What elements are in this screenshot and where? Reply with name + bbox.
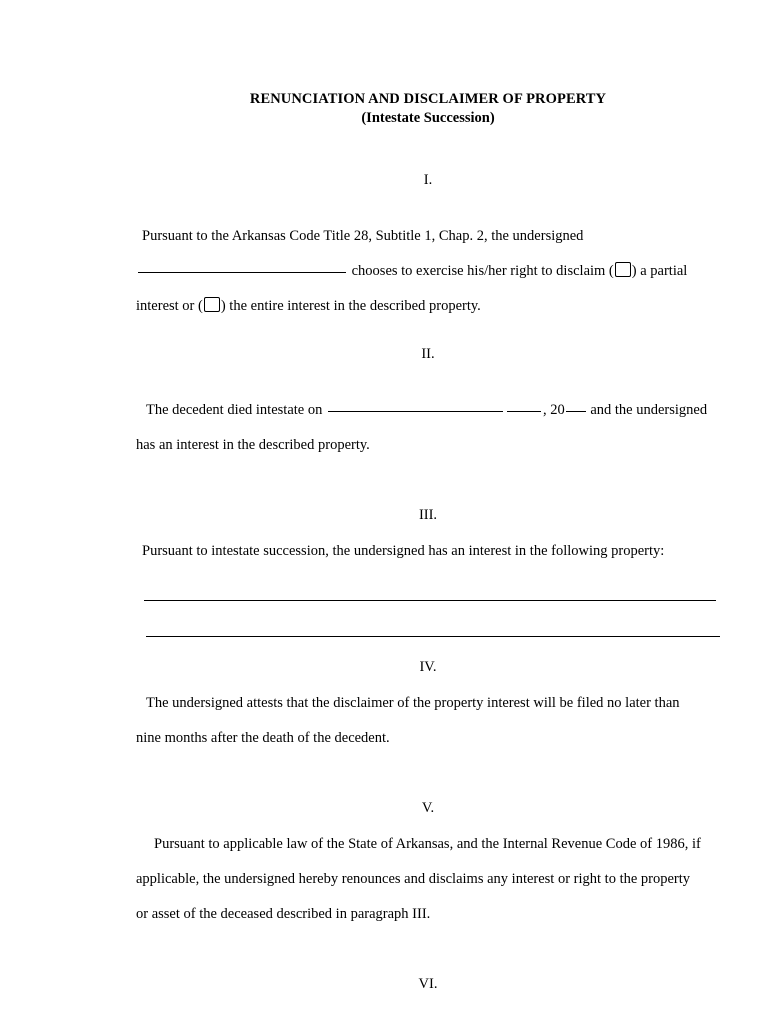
section-two-text-b: , 20 <box>542 401 565 418</box>
partial-interest-checkbox[interactable] <box>615 262 631 277</box>
section-five-text-b: applicable, the undersigned hereby renounces and disclaims any interest or right to the property <box>136 870 691 887</box>
spacer <box>136 363 720 393</box>
section-numeral-six: VI. <box>418 975 438 992</box>
spacer <box>136 524 720 534</box>
section-two-text-d: has an interest in the described property. <box>136 436 370 453</box>
spacer <box>136 189 720 219</box>
section-five-text-c: or asset of the deceased described in paragraph III. <box>136 905 431 922</box>
section-one-text-b: chooses to exercise his/her right to disclaim ( <box>348 262 614 279</box>
death-year-blank[interactable] <box>566 410 586 412</box>
spacer <box>136 637 720 659</box>
spacer <box>136 932 720 976</box>
section-one-paragraph <box>136 219 720 324</box>
spacer <box>136 463 720 507</box>
property-description-line-1[interactable] <box>144 599 716 601</box>
section-two-text-a: The decedent died intestate on <box>146 401 326 418</box>
section-one-text-a: Pursuant to the Arkansas Code Title 28, Subtitle 1, Chap. 2, the undersigned <box>142 227 584 244</box>
section-three-text-a: Pursuant to intestate succession, the undersigned has an interest in the following property: <box>142 542 665 559</box>
section-four-text-a: The undersigned attests that the disclaimer of the property interest will be filed no later than <box>146 694 680 711</box>
section-numeral-three: III. <box>418 506 438 523</box>
section-three-paragraph <box>136 534 720 569</box>
section-four-text-b: nine months after the death of the decedent. <box>136 729 390 746</box>
section-two-text-c: and the undersigned <box>586 401 708 418</box>
document-body <box>136 90 720 993</box>
disclaimant-name-blank[interactable] <box>138 271 346 273</box>
section-numeral-five: V. <box>421 799 435 816</box>
entire-interest-checkbox[interactable] <box>204 297 220 312</box>
section-five-text-a: Pursuant to applicable law of the State of Arkansas, and the Internal Revenue Code of 1986, if <box>154 835 701 852</box>
spacer <box>136 128 720 172</box>
section-four-paragraph <box>136 686 720 756</box>
title-line-secondary: (Intestate Succession) <box>361 109 495 126</box>
section-one-text-c: ) a partial <box>631 262 688 279</box>
death-date-blank[interactable] <box>328 410 503 412</box>
section-one-text-e: ) the entire interest in the described property. <box>220 297 481 314</box>
section-two-paragraph <box>136 393 720 463</box>
spacer <box>136 817 720 827</box>
death-day-blank[interactable] <box>507 410 541 412</box>
section-numeral-one: I. <box>423 171 433 188</box>
spacer <box>136 756 720 800</box>
document-title <box>136 90 720 128</box>
spacer <box>136 676 720 686</box>
section-one-text-d: interest or ( <box>136 297 203 314</box>
section-numeral-two: II. <box>421 345 435 362</box>
section-five-paragraph <box>136 827 720 932</box>
section-numeral-four: IV. <box>419 658 437 675</box>
spacer <box>136 324 720 346</box>
title-line-primary: RENUNCIATION AND DISCLAIMER OF PROPERTY <box>249 91 607 107</box>
